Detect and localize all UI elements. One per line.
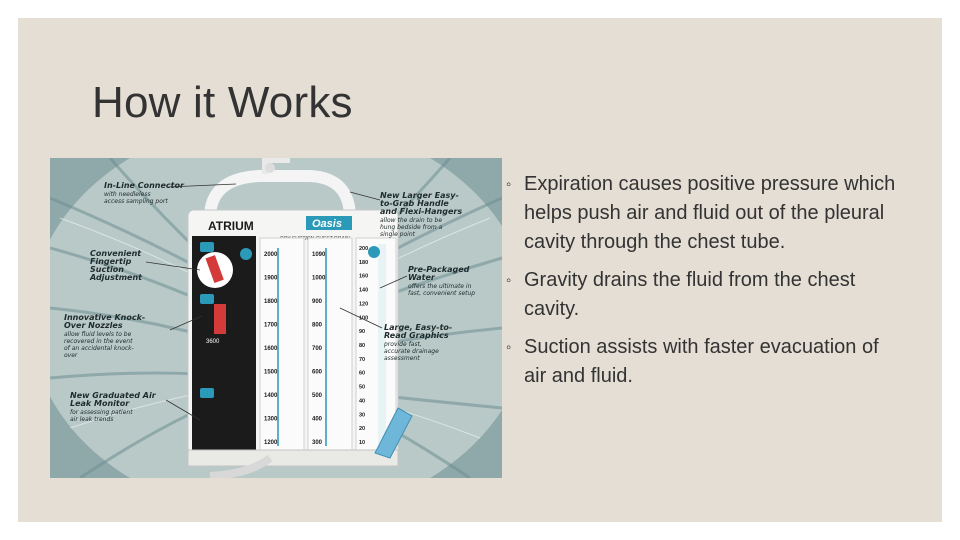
callout-leak: New Graduated Air (70, 391, 156, 400)
bullet-list (506, 170, 906, 400)
scale-label-right: 50 (359, 384, 366, 391)
brand-label: ATRIUM (208, 219, 254, 233)
callout-water-sub2: fast, convenient setup (408, 290, 476, 297)
scale-label-mid: 900 (312, 299, 323, 305)
callout-knockover-sub2: recovered in the event (64, 338, 133, 345)
callout-handle-sub3: single point (380, 231, 415, 238)
scale-label-left: 1200 (264, 440, 278, 446)
bullet-marker: ◦ (506, 176, 512, 193)
callout-graphics-sub2: accurate drainage (384, 348, 439, 355)
callout-water: Pre-Packaged (408, 265, 470, 274)
chest-drain-photo (50, 158, 502, 478)
bullet-item (506, 333, 906, 391)
callout-fingertip-3: Suction (90, 265, 124, 274)
callout-handle-sub1: allow the drain to be (380, 217, 443, 224)
scale-label-right: 60 (359, 370, 366, 377)
scale-label-mid: 700 (312, 346, 323, 352)
scale-label-right: 20 (359, 426, 366, 433)
callout-leak-sub2: air leak trends (70, 416, 114, 423)
callout-handle-2: to-Grab Handle (380, 199, 449, 208)
scale-label-left: 1600 (264, 346, 278, 352)
callout-knockover: Innovative Knock- (64, 313, 146, 322)
callout-fingertip: Convenient (90, 249, 142, 258)
scale-label-mid: 400 (312, 416, 323, 423)
callout-knockover-sub3: of an accidental knock- (64, 345, 134, 352)
callout-knockover-sub4: over (64, 352, 78, 359)
callout-graphics-2: Read Graphics (384, 331, 449, 340)
scale-label-right: 40 (359, 398, 366, 405)
scale-label-left: 1300 (264, 416, 278, 423)
callout-knockover-sub1: allow fluid levels to be (64, 331, 132, 338)
callout-leak-2: Leak Monitor (70, 399, 130, 408)
bullet-text: Expiration causes positive pressure which helps push air and fluid out of the pleural cavity through the chest tube. (524, 173, 896, 253)
callout-inline-connector-sub2: access sampling port (104, 198, 168, 205)
model-number: 3600 (206, 339, 220, 345)
slide-title: How it Works (92, 78, 353, 127)
scale-label-right: 90 (359, 329, 366, 336)
callout-fingertip-2: Fingertip (90, 257, 132, 266)
callout-inline-connector: In-Line Connector (104, 181, 184, 190)
scale-label-right: 80 (359, 343, 366, 349)
scale-label-right: 180 (359, 259, 369, 266)
bullet-marker: ◦ (506, 272, 512, 289)
callout-graphics: Large, Easy-to- (384, 323, 453, 332)
callout-handle: New Larger Easy- (380, 191, 459, 200)
bullet-text: Gravity drains the fluid from the chest cavity. (524, 269, 856, 320)
scale-label-left: 1400 (264, 393, 278, 399)
callout-water-2: Water (408, 273, 435, 282)
callout-inline-connector-sub1: with needleless (104, 191, 151, 198)
model-label: Oasis (312, 218, 342, 230)
bullet-item (506, 266, 906, 324)
scale-label-left: 1900 (264, 275, 278, 282)
callout-graphics-sub3: assessment (384, 355, 420, 362)
bullet-text: Suction assists with faster evacuation of air and fluid. (524, 336, 879, 387)
callout-leak-sub1: for assessing patient (70, 409, 133, 416)
scale-label-right: 140 (359, 287, 369, 294)
callout-handle-sub2: hung bedside from a (380, 224, 443, 231)
callout-knockover-2: Over Nozzles (64, 321, 123, 330)
callout-handle-3: and Flexi-Hangers (380, 207, 463, 216)
scale-label-mid: 800 (312, 322, 323, 329)
scale-label-right: 200 (359, 246, 369, 252)
callout-graphics-sub1: provide fast, (384, 341, 422, 348)
scale-label-right: 30 (359, 412, 366, 419)
scale-label-right: 160 (359, 273, 369, 280)
scale-label-right: 70 (359, 356, 366, 363)
scale-label-left: 1500 (264, 369, 278, 376)
scale-label-right: 100 (359, 315, 369, 322)
callout-fingertip-4: Adjustment (90, 273, 142, 282)
scale-label-left: 1800 (264, 299, 278, 305)
bullet-marker: ◦ (506, 339, 512, 356)
scale-label-mid: 500 (312, 393, 323, 399)
bullet-item (506, 170, 906, 257)
scale-label-mid: 1090 (312, 252, 326, 258)
scale-label-mid: 300 (312, 440, 323, 446)
scale-label-right: 10 (359, 440, 366, 446)
callout-water-sub1: offers the ultimate in (408, 283, 472, 290)
scale-label-right: 120 (359, 301, 369, 308)
scale-label-left: 2000 (264, 252, 278, 258)
scale-label-mid: 1000 (312, 275, 326, 282)
slide (18, 18, 942, 522)
scale-label-mid: 600 (312, 369, 323, 376)
scale-label-left: 1700 (264, 322, 278, 329)
